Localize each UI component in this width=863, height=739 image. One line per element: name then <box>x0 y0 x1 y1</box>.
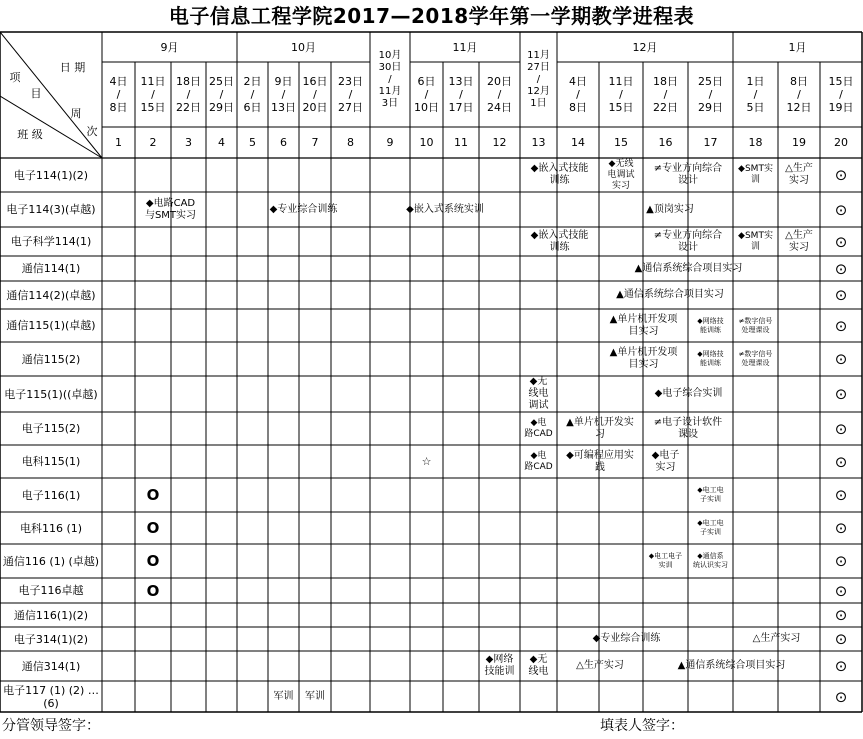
date-range <box>237 62 268 127</box>
activity-cell-text: ◆网络 技能训 <box>484 654 515 677</box>
activity-cell-text: ≠数字信号 处理课设 <box>738 350 773 367</box>
class-name-text: 电子科学114(1) <box>10 235 92 248</box>
activity-cell-text: ◆电 路CAD <box>524 417 553 439</box>
exam-mark-text: ⊙ <box>834 606 848 624</box>
exam-mark-text: ⊙ <box>834 200 848 219</box>
week-number-text: 3 <box>185 136 192 149</box>
activity-cell-text: ◆电 路CAD <box>524 450 553 472</box>
activity-cell <box>557 651 643 681</box>
activity-cell <box>268 681 299 712</box>
class-name-text: 电子314(1)(2) <box>13 632 89 646</box>
activity-cell <box>557 445 643 478</box>
activity-cell-text: 军训 <box>273 690 294 702</box>
week-number <box>102 127 135 158</box>
exam-mark-text: ⊙ <box>834 687 848 706</box>
class-name <box>0 256 102 281</box>
activity-cell-text: 军训 <box>305 690 325 702</box>
exam-mark <box>820 651 862 681</box>
week-number <box>520 127 557 158</box>
header-week-label <box>68 104 84 122</box>
activity-cell <box>370 192 520 227</box>
class-name-text: 电子114(3)(卓越) <box>6 203 96 216</box>
week-number <box>643 127 688 158</box>
circle-mark <box>135 512 171 544</box>
class-name-text: 电子116(1) <box>21 488 81 502</box>
date-range <box>778 62 820 127</box>
activity-cell <box>599 158 643 192</box>
class-name <box>0 627 102 651</box>
exam-mark-text: ⊙ <box>834 419 848 438</box>
week-number-text: 15 <box>614 136 628 149</box>
activity-cell-text: ◆可编程应用实 践 <box>566 449 634 473</box>
activity-cell <box>237 192 370 227</box>
exam-mark-text: ⊙ <box>834 350 848 368</box>
class-name <box>0 445 102 478</box>
week-number-text: 13 <box>531 136 546 149</box>
leader-signature-label: 分管领导签字： <box>2 718 100 734</box>
activity-cell-text: ◆嵌入式技能 训练 <box>530 229 589 253</box>
activity-cell <box>643 227 733 256</box>
week-number <box>778 127 820 158</box>
activity-cell <box>599 309 688 342</box>
activity-cell <box>520 192 820 227</box>
page-title: 电子信息工程学院2017—2018学年第一学期教学进程表 <box>168 4 695 28</box>
activity-cell <box>733 227 778 256</box>
activity-cell-text: ▲通信系统综合项目实习 <box>634 262 743 274</box>
activity-cell <box>520 227 599 256</box>
exam-mark-text: ⊙ <box>834 452 848 471</box>
activity-cell-text: ≠专业方向综合 设计 <box>653 229 723 253</box>
date-range-text: 11日 / 15日 <box>608 75 634 114</box>
week-number-text: 7 <box>311 136 319 149</box>
activity-cell-text: ◆嵌入式系统实训 <box>406 203 484 215</box>
header-item-label-2-text: 目 <box>30 86 42 100</box>
date-range-text: 2日 / 6日 <box>243 75 262 114</box>
activity-cell <box>643 158 733 192</box>
activity-cell-text: ◆网络技 能训练 <box>697 350 724 367</box>
exam-mark <box>820 376 862 412</box>
activity-cell-text: ◆无 线电 <box>528 654 549 677</box>
activity-cell <box>643 544 688 578</box>
activity-cell <box>688 309 733 342</box>
class-name-text: 通信116(1)(2) <box>13 608 89 622</box>
activity-cell-text: ▲通信系统综合项目实习 <box>677 660 786 671</box>
class-name-text: 电子114(1)(2) <box>13 168 89 182</box>
exam-mark-text: ⊙ <box>834 657 848 675</box>
exam-mark <box>820 603 862 627</box>
activity-cell <box>688 512 733 544</box>
activity-cell <box>688 342 733 376</box>
class-name <box>0 309 102 342</box>
activity-cell <box>557 256 820 281</box>
activity-cell <box>778 227 820 256</box>
activity-cell <box>733 158 778 192</box>
activity-cell-text: ▲单片机开发实 习 <box>566 416 634 440</box>
activity-cell-text: ▲单片机开发项 目实习 <box>609 313 678 337</box>
star-mark <box>410 445 443 478</box>
class-name-text: 通信115(2) <box>21 352 81 366</box>
activity-cell <box>733 342 778 376</box>
date-range <box>331 62 370 127</box>
week-number-text: 9 <box>386 136 394 149</box>
class-name <box>0 544 102 578</box>
date-range-text: 25日 / 29日 <box>209 75 234 114</box>
activity-cell <box>479 651 520 681</box>
month-label-text: 12月 <box>632 40 658 54</box>
week-number-text: 17 <box>703 136 718 149</box>
activity-cell <box>778 158 820 192</box>
class-name-text: 通信114(1) <box>21 262 81 275</box>
date-range <box>135 62 171 127</box>
exam-mark-text: ⊙ <box>834 316 848 335</box>
exam-mark <box>820 158 862 192</box>
class-name-text: 电子115(2) <box>21 422 81 435</box>
class-name-text: 电子117 (1) (2) …(6) <box>3 683 99 710</box>
month-label <box>410 32 520 62</box>
class-name <box>0 158 102 192</box>
class-name-text: 通信116 (1) (卓越) <box>2 554 100 568</box>
exam-mark <box>820 627 862 651</box>
class-name <box>0 478 102 512</box>
date-range-text: 13日 / 17日 <box>448 75 474 114</box>
activity-cell <box>688 478 733 512</box>
activity-cell <box>520 627 733 651</box>
week-number-text: 11 <box>454 136 468 149</box>
circle-mark-text: O <box>146 519 160 537</box>
filler-signature-label: 填表人签字： <box>600 718 684 734</box>
month-label <box>102 32 237 62</box>
activity-cell <box>557 412 643 445</box>
circle-mark <box>135 578 171 603</box>
week-number <box>135 127 171 158</box>
week-number-text: 1 <box>115 136 122 149</box>
activity-cell-text: △生产 实习 <box>785 229 813 253</box>
exam-mark-text: ⊙ <box>834 286 848 304</box>
exam-mark-text: ⊙ <box>834 385 848 403</box>
activity-cell <box>520 281 820 309</box>
date-range <box>820 62 862 127</box>
exam-mark-text: ⊙ <box>834 581 848 600</box>
class-name <box>0 603 102 627</box>
activity-cell-text: ◆通信系 统认识实习 <box>693 552 728 569</box>
activity-cell <box>688 544 733 578</box>
header-class-label-text: 班 级 <box>17 127 43 141</box>
month-label <box>370 32 410 127</box>
activity-cell-text: △生产实习 <box>752 633 801 644</box>
week-number-text: 8 <box>347 136 354 149</box>
month-label-text: 11月 <box>452 40 478 54</box>
week-number-text: 19 <box>792 136 806 149</box>
header-ci-label-text: 次 <box>86 124 98 138</box>
activity-cell-text: ◆电子 实习 <box>651 449 680 473</box>
date-range <box>688 62 733 127</box>
week-number <box>820 127 862 158</box>
activity-cell-text: ◆电工电 子实训 <box>697 519 724 536</box>
class-name <box>0 512 102 544</box>
activity-cell <box>643 445 688 478</box>
date-range-text: 15日 / 19日 <box>828 75 854 114</box>
activity-cell-text: △生产 实习 <box>785 163 813 186</box>
class-name <box>0 681 102 712</box>
class-name <box>0 342 102 376</box>
circle-mark <box>135 544 171 578</box>
activity-cell-text: ▲单片机开发项 目实习 <box>609 347 678 370</box>
circle-mark-text: O <box>146 552 160 570</box>
activity-cell-text: △生产实习 <box>576 660 624 671</box>
date-range <box>102 62 135 127</box>
header-ci-label <box>84 122 100 140</box>
activity-cell-text: ◆电子综合实训 <box>654 388 723 399</box>
week-number-text: 2 <box>149 136 157 149</box>
circle-mark-text: O <box>146 581 160 600</box>
circle-mark <box>135 478 171 512</box>
week-number-text: 12 <box>492 136 507 149</box>
activity-cell-text: ◆无 线电 调试 <box>528 376 549 411</box>
class-name <box>0 281 102 309</box>
exam-mark <box>820 309 862 342</box>
date-range <box>479 62 520 127</box>
header-item-label-text: 项 <box>9 70 21 84</box>
exam-mark-text: ⊙ <box>834 630 848 648</box>
activity-cell <box>520 376 557 412</box>
date-range <box>643 62 688 127</box>
activity-cell-text: ◆电工电子 实训 <box>648 552 683 569</box>
date-range <box>443 62 479 127</box>
date-range <box>599 62 643 127</box>
class-name-text: 电子116卓越 <box>18 584 84 597</box>
week-number <box>331 127 370 158</box>
date-range-text: 1日 / 5日 <box>746 75 765 114</box>
class-name-text: 通信114(2)(卓越) <box>6 288 96 302</box>
month-label-text: 1月 <box>788 40 807 54</box>
week-number-text: 10 <box>419 136 434 149</box>
activity-cell-text: ≠电子设计软件 课设 <box>653 416 723 440</box>
star-mark-text: ☆ <box>421 455 432 468</box>
exam-mark <box>820 227 862 256</box>
date-range-text: 23日 / 27日 <box>338 75 363 114</box>
date-range-text: 6日 / 10日 <box>414 75 439 114</box>
date-range-text: 4日 / 8日 <box>109 75 128 114</box>
header-item-label-2 <box>27 84 45 102</box>
activity-cell <box>520 158 599 192</box>
week-number <box>599 127 643 158</box>
month-label <box>557 32 733 62</box>
date-range-text: 18日 / 22日 <box>653 75 678 114</box>
exam-mark-text: ⊙ <box>834 232 848 251</box>
activity-cell <box>520 445 557 478</box>
week-number-text: 4 <box>218 136 225 149</box>
activity-cell-text: ◆专业综合训练 <box>269 203 338 215</box>
week-number <box>733 127 778 158</box>
exam-mark <box>820 281 862 309</box>
class-name <box>0 651 102 681</box>
exam-mark <box>820 681 862 712</box>
date-range <box>410 62 443 127</box>
activity-cell-text: ◆电工电 子实训 <box>697 486 724 503</box>
week-number-text: 6 <box>280 136 287 149</box>
activity-cell-text: ▲通信系统综合项目实习 <box>616 289 724 300</box>
date-range-text: 9日 / 13日 <box>271 75 296 114</box>
activity-cell-text: ◆SMT实 训 <box>738 164 773 185</box>
week-number-text: 20 <box>834 136 848 149</box>
class-name <box>0 376 102 412</box>
activity-cell-text: ◆SMT实 训 <box>738 230 773 252</box>
class-name-text: 通信314(1) <box>21 659 81 673</box>
date-range-text: 25日 / 29日 <box>698 75 723 114</box>
week-number <box>479 127 520 158</box>
exam-mark-text: ⊙ <box>834 259 848 278</box>
week-number <box>370 127 410 158</box>
date-range-text: 11日 / 15日 <box>140 75 166 114</box>
activity-cell-text: ◆无线 电调试 实习 <box>607 158 635 191</box>
activity-cell-text: ▲顶岗实习 <box>646 203 694 215</box>
week-number-text: 5 <box>249 136 256 149</box>
activity-cell <box>733 309 778 342</box>
circle-mark-text: O <box>146 486 160 504</box>
class-name <box>0 192 102 227</box>
activity-cell <box>643 412 733 445</box>
exam-mark <box>820 412 862 445</box>
exam-mark <box>820 478 862 512</box>
activity-cell <box>557 376 820 412</box>
date-range <box>206 62 237 127</box>
class-name-text: 电科115(1) <box>21 455 81 468</box>
month-label-text: 9月 <box>160 40 179 54</box>
exam-mark <box>820 512 862 544</box>
exam-mark <box>820 342 862 376</box>
activity-cell-text: ◆专业综合训练 <box>592 633 661 644</box>
week-number <box>443 127 479 158</box>
activity-cell <box>643 651 820 681</box>
exam-mark-text: ⊙ <box>834 552 848 570</box>
date-range-text: 18日 / 22日 <box>176 75 201 114</box>
week-number <box>171 127 206 158</box>
class-name-text: 电科116 (1) <box>19 521 83 535</box>
class-name-text: 通信115(1)(卓越) <box>6 319 96 332</box>
month-label-text: 11月 27日 / 12月 1日 <box>527 49 550 109</box>
exam-mark-text: ⊙ <box>834 166 848 184</box>
week-number-text: 16 <box>658 136 673 149</box>
date-range-text: 20日 / 24日 <box>487 75 512 114</box>
activity-cell-text: ≠数字信号 处理课设 <box>738 316 773 334</box>
month-label <box>237 32 370 62</box>
week-number <box>268 127 299 158</box>
activity-cell-text: ≠专业方向综合 设计 <box>653 163 723 186</box>
week-number <box>557 127 599 158</box>
exam-mark <box>820 578 862 603</box>
activity-cell <box>135 192 206 227</box>
exam-mark-text: ⊙ <box>834 519 848 537</box>
week-number <box>237 127 268 158</box>
week-number <box>299 127 331 158</box>
activity-cell-text: ◆嵌入式技能 训练 <box>530 163 589 186</box>
week-number-text: 14 <box>571 136 585 149</box>
activity-cell-text: ◆网络技 能训练 <box>697 316 724 334</box>
exam-mark-text: ⊙ <box>834 486 848 504</box>
activity-cell <box>520 651 557 681</box>
exam-mark <box>820 192 862 227</box>
date-range <box>299 62 331 127</box>
activity-cell <box>299 681 331 712</box>
class-name <box>0 412 102 445</box>
date-range-text: 4日 / 8日 <box>569 75 587 114</box>
date-range <box>733 62 778 127</box>
month-label-text: 10月 <box>291 40 316 54</box>
activity-cell <box>599 342 688 376</box>
header-date-label-text: 日 期 <box>59 61 86 74</box>
header-date-label <box>50 58 95 77</box>
week-number <box>688 127 733 158</box>
exam-mark <box>820 256 862 281</box>
header-item-label <box>6 68 24 86</box>
class-name <box>0 227 102 256</box>
date-range-text: 8日 / 12日 <box>786 75 812 114</box>
month-label <box>733 32 862 62</box>
class-name-text: 电子115(1)((卓越) <box>4 387 98 401</box>
date-range <box>557 62 599 127</box>
header-week-label-text: 周 <box>70 106 82 120</box>
date-range-text: 16日 / 20日 <box>302 75 328 114</box>
date-range <box>268 62 299 127</box>
activity-cell <box>520 412 557 445</box>
week-number <box>206 127 237 158</box>
exam-mark <box>820 544 862 578</box>
exam-mark <box>820 445 862 478</box>
month-label-text: 10月 30日 / 11月 3日 <box>378 49 402 109</box>
header-class-label <box>8 124 52 144</box>
week-number <box>410 127 443 158</box>
class-name <box>0 578 102 603</box>
activity-cell-text: ◆电路CAD 与SMT实习 <box>144 197 197 221</box>
date-range <box>171 62 206 127</box>
week-number-text: 18 <box>748 136 763 149</box>
activity-cell <box>733 627 820 651</box>
month-label <box>520 32 557 127</box>
